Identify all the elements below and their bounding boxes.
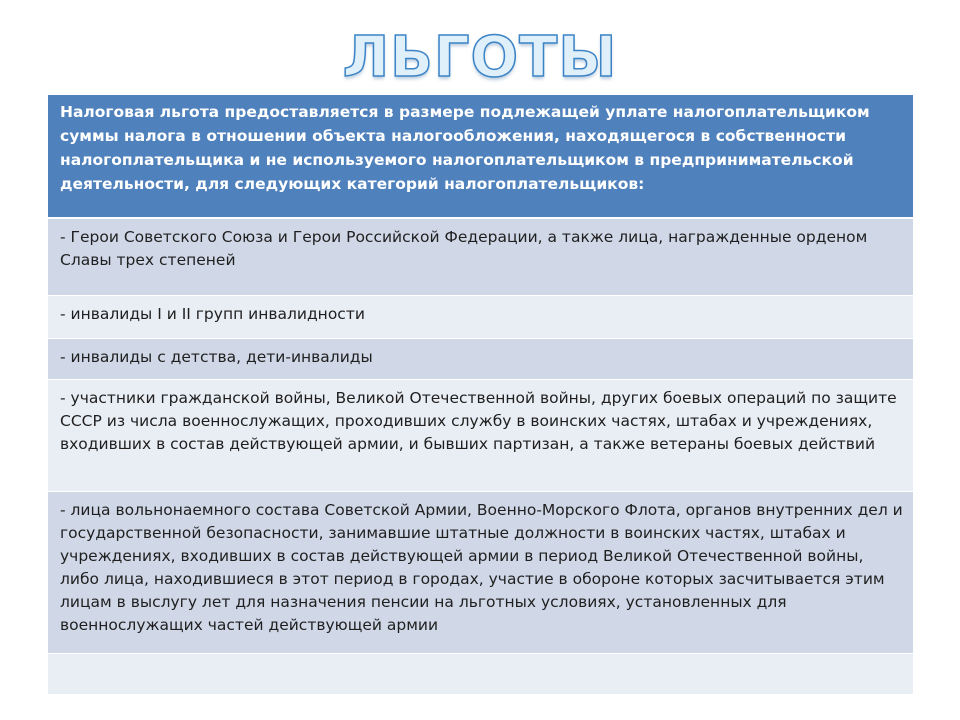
table-cell-disabled-childhood: - инвалиды с детства, дети-инвалиды xyxy=(48,339,913,380)
table-header-row xyxy=(48,95,913,218)
table-cell-war-participants: - участники гражданской войны, Великой Отечественной войны, других боевых операций по защите СССР из числа военнослужащих, проходивших службу в воинских частях, штабах и учреждениях, входивших в состав действующей армии, и бывших партизан, а также ветераны боевых действий xyxy=(48,380,913,492)
table-cell-empty xyxy=(48,654,913,695)
table-header-cell: Налоговая льгота предоставляется в размере подлежащей уплате налогоплательщиком суммы налога в отношении объекта налогообложения, находящегося в собственности налогоплательщика и не используемого налогоплательщиком в предпринимательской деятельности, для следующих категорий налогоплательщиков: xyxy=(48,95,913,218)
table-row xyxy=(48,218,913,296)
benefits-table xyxy=(48,95,913,695)
table-row xyxy=(48,492,913,654)
table-row xyxy=(48,339,913,380)
table-cell-heroes: - Герои Советского Союза и Герои Российской Федерации, а также лица, награжденные орденом Славы трех степеней xyxy=(48,218,913,296)
table-row xyxy=(48,654,913,695)
table-cell-civilian-staff: - лица вольнонаемного состава Советской Армии, Военно-Морского Флота, органов внутренних дел и государственной безопасности, занимавшие штатные должности в воинских частях, штабах и учреждениях, входивших в состав действующей армии в период Великой Отечественной войны, либо лица, находившиеся в этот период в городах, участие в обороне которых засчитывается этим лицам в выслугу лет для назначения пенсии на льготных условиях, установленных для военнослужащих частей действующей армии xyxy=(48,492,913,654)
table-row xyxy=(48,296,913,339)
table-cell-disabled-groups: - инвалиды I и II групп инвалидности xyxy=(48,296,913,339)
table-row xyxy=(48,380,913,492)
slide-title: ЛЬГОТЫ xyxy=(342,25,618,90)
